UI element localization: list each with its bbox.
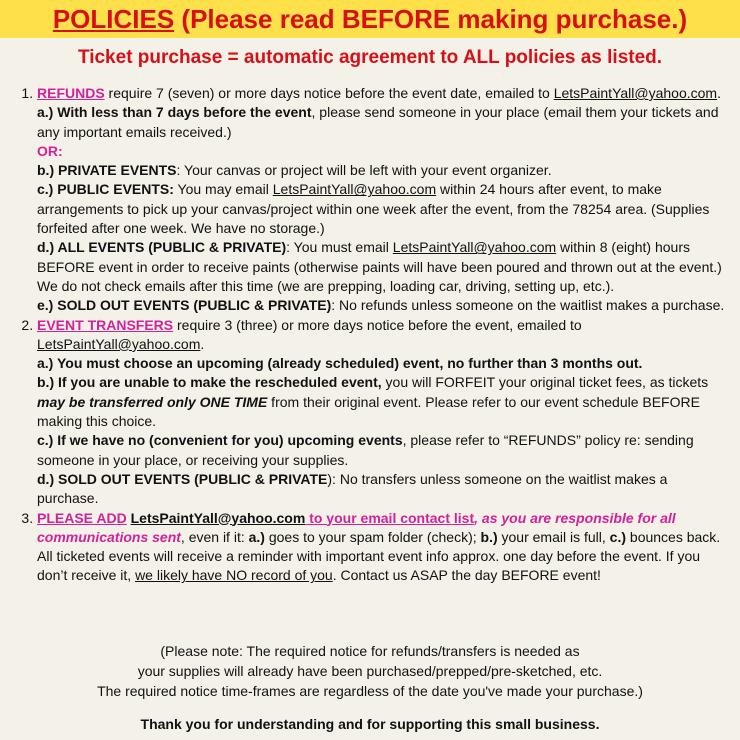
refunds-c-label: c.) PUBLIC EVENTS:: [37, 181, 174, 198]
refunds-e-label: e.) SOLD OUT EVENTS (PUBLIC & PRIVATE): [37, 297, 332, 314]
note-line-3: The required notice time-frames are regardless of the date you've made your purchase.): [97, 683, 643, 699]
transfers-heading: EVENT TRANSFERS: [37, 316, 174, 333]
transfers-b-text1: you will FORFEIT your original ticket fees, as tickets: [381, 374, 709, 391]
refunds-d-text1: : You must email: [286, 239, 393, 256]
refunds-d-text2: within 8 (eight) hours BEFORE event in order to receive paints (otherwise paints will have been poured and thrown out at the event.) We do not check emails after this time (we are prepping, loading car, driving, setting up, etc.).: [37, 239, 722, 294]
email-link[interactable]: LetsPaintYall@yahoo.com: [553, 85, 718, 101]
refunds-c-text1: You may email: [173, 181, 273, 198]
policy-list: [22, 84, 726, 586]
refunds-a-label: a.) With less than 7 days before the event: [37, 104, 312, 121]
transfers-d-text: ): No transfers unless someone on the waitlist makes a purchase.: [37, 470, 668, 507]
refunds-d-label: d.) ALL EVENTS (PUBLIC & PRIVATE): [37, 239, 287, 256]
email-link[interactable]: LetsPaintYall@yahoo.com: [392, 239, 557, 256]
contact-responsible: , as you are responsible for all communications sent: [37, 509, 676, 545]
email-link[interactable]: LetsPaintYall@yahoo.com: [130, 509, 306, 526]
refunds-or: OR:: [37, 142, 63, 159]
page-subtitle: Ticket purchase = automatic agreement to ALL policies as listed.: [77, 47, 663, 68]
page-title: [53, 4, 687, 34]
title-policies-word: POLICIES: [52, 4, 175, 34]
transfers-b-label: b.) If you are unable to make the rescheduled event,: [37, 374, 382, 391]
note-line-2: your supplies will already have been purchased/prepped/pre-sketched, etc.: [137, 663, 603, 679]
title-banner: [0, 0, 740, 38]
contact-no-record: we likely have NO record of you: [135, 567, 333, 584]
required-notice-note: [0, 641, 740, 701]
transfers-b-text2: from their original event. Please refer to our event schedule BEFORE making this choice.: [37, 393, 700, 430]
contact-to-list: to your email contact list: [305, 509, 475, 526]
transfers-intro: require 3 (three) or more days notice before the event, emailed to: [173, 316, 582, 333]
thank-you-message: Thank you for understanding and for supporting this small business.: [140, 716, 600, 732]
transfers-a-label: a.) You must choose an upcoming (already scheduled) event, no further than 3 months out.: [37, 355, 643, 372]
refunds-b-label: b.) PRIVATE EVENTS: [37, 162, 177, 179]
note-line-1: (Please note: The required notice for refunds/transfers is needed as: [160, 643, 580, 659]
refunds-b-text: : Your canvas or project will be left with your event organizer.: [176, 162, 552, 179]
refunds-e-text: : No refunds unless someone on the waitlist makes a purchase.: [331, 297, 725, 314]
transfers-c-label: c.) If we have no (convenient for you) upcoming events: [37, 432, 403, 449]
transfers-d-label: d.) SOLD OUT EVENTS (PUBLIC & PRIVATE: [37, 470, 328, 487]
policy-transfers: 2. EVENT TRANSFERS require 3 (three) or more days notice before the event, emailed to LetsPaintYall@yahoo.com. a.) You must choose an upcoming (already scheduled) event, no further than 3 months out. b.) If you are unable to make the rescheduled event, you will FORFEIT your original ticket fees, as tickets may be transferred only ONE TIME from their original event. Please refer to our event schedule BEFORE making this choice. c.) If we have no (convenient for you) upcoming events, please refer to “REFUNDS” policy re: sending someone in your place, or receiving your supplies. d.) SOLD OUT EVENTS (PUBLIC & PRIVATE): No transfers unless someone on the waitlist makes a purchase.: [37, 316, 726, 509]
title-rest: (Please read BEFORE making purchase.): [174, 4, 688, 34]
transfers-c-text: , please refer to “REFUNDS” policy re: sending someone in your place, or receiving your supplies.: [37, 432, 694, 468]
refunds-c-text2: within 24 hours after event, to make arrangements to pick up your canvas/project within one week after the event, from the 78254 area. (Supplies forfeited after one week. We have no storage.): [37, 181, 710, 237]
transfers-b-emphasis: may be transferred only ONE TIME: [37, 393, 268, 410]
refunds-a-text: , please send someone in your place (email them your tickets and any important emails received.): [37, 104, 719, 140]
refunds-heading: REFUNDS: [37, 85, 105, 101]
email-link[interactable]: LetsPaintYall@yahoo.com: [37, 335, 201, 352]
policy-contact: 3. PLEASE ADD LetsPaintYall@yahoo.com to your email contact list, as you are responsible for all communications sent, even if it: a.) goes to your spam folder (check); b.) your email is full, c.) bounces back. All ticketed events will receive a reminder with important event info approx. one day before the event. If you don’t receive it, we likely have NO record of you. Contact us ASAP the day BEFORE event!: [37, 509, 726, 586]
policy-body: [22, 84, 726, 586]
policy-refunds: 1. REFUNDS require 7 (seven) or more days notice before the event date, emailed to LetsPaintYall@yahoo.com. a.) With less than 7 days before the event, please send someone in your place (email them your tickets and any important emails received.) OR: b.) PRIVATE EVENTS: Your canvas or project will be left with your event organizer. c.) PUBLIC EVENTS: You may email LetsPaintYall@yahoo.com within 24 hours after event, to make arrangements to pick up your canvas/project within one week after the event, from the 78254 area. (Supplies forfeited after one week. We have no storage.) d.) ALL EVENTS (PUBLIC & PRIVATE): You must email LetsPaintYall@yahoo.com within 8 (eight) hours BEFORE event in order to receive paints (otherwise paints will have been poured and thrown out at the event.) We do not check emails after this time (we are prepping, loading car, driving, setting up, etc.). e.) SOLD OUT EVENTS (PUBLIC & PRIVATE): No refunds unless someone on the waitlist makes a purchase.: [37, 84, 726, 316]
refunds-intro: require 7 (seven) or more days notice before the event date, emailed to: [104, 85, 554, 101]
email-link[interactable]: LetsPaintYall@yahoo.com: [272, 181, 437, 198]
contact-heading: PLEASE ADD: [37, 509, 127, 526]
